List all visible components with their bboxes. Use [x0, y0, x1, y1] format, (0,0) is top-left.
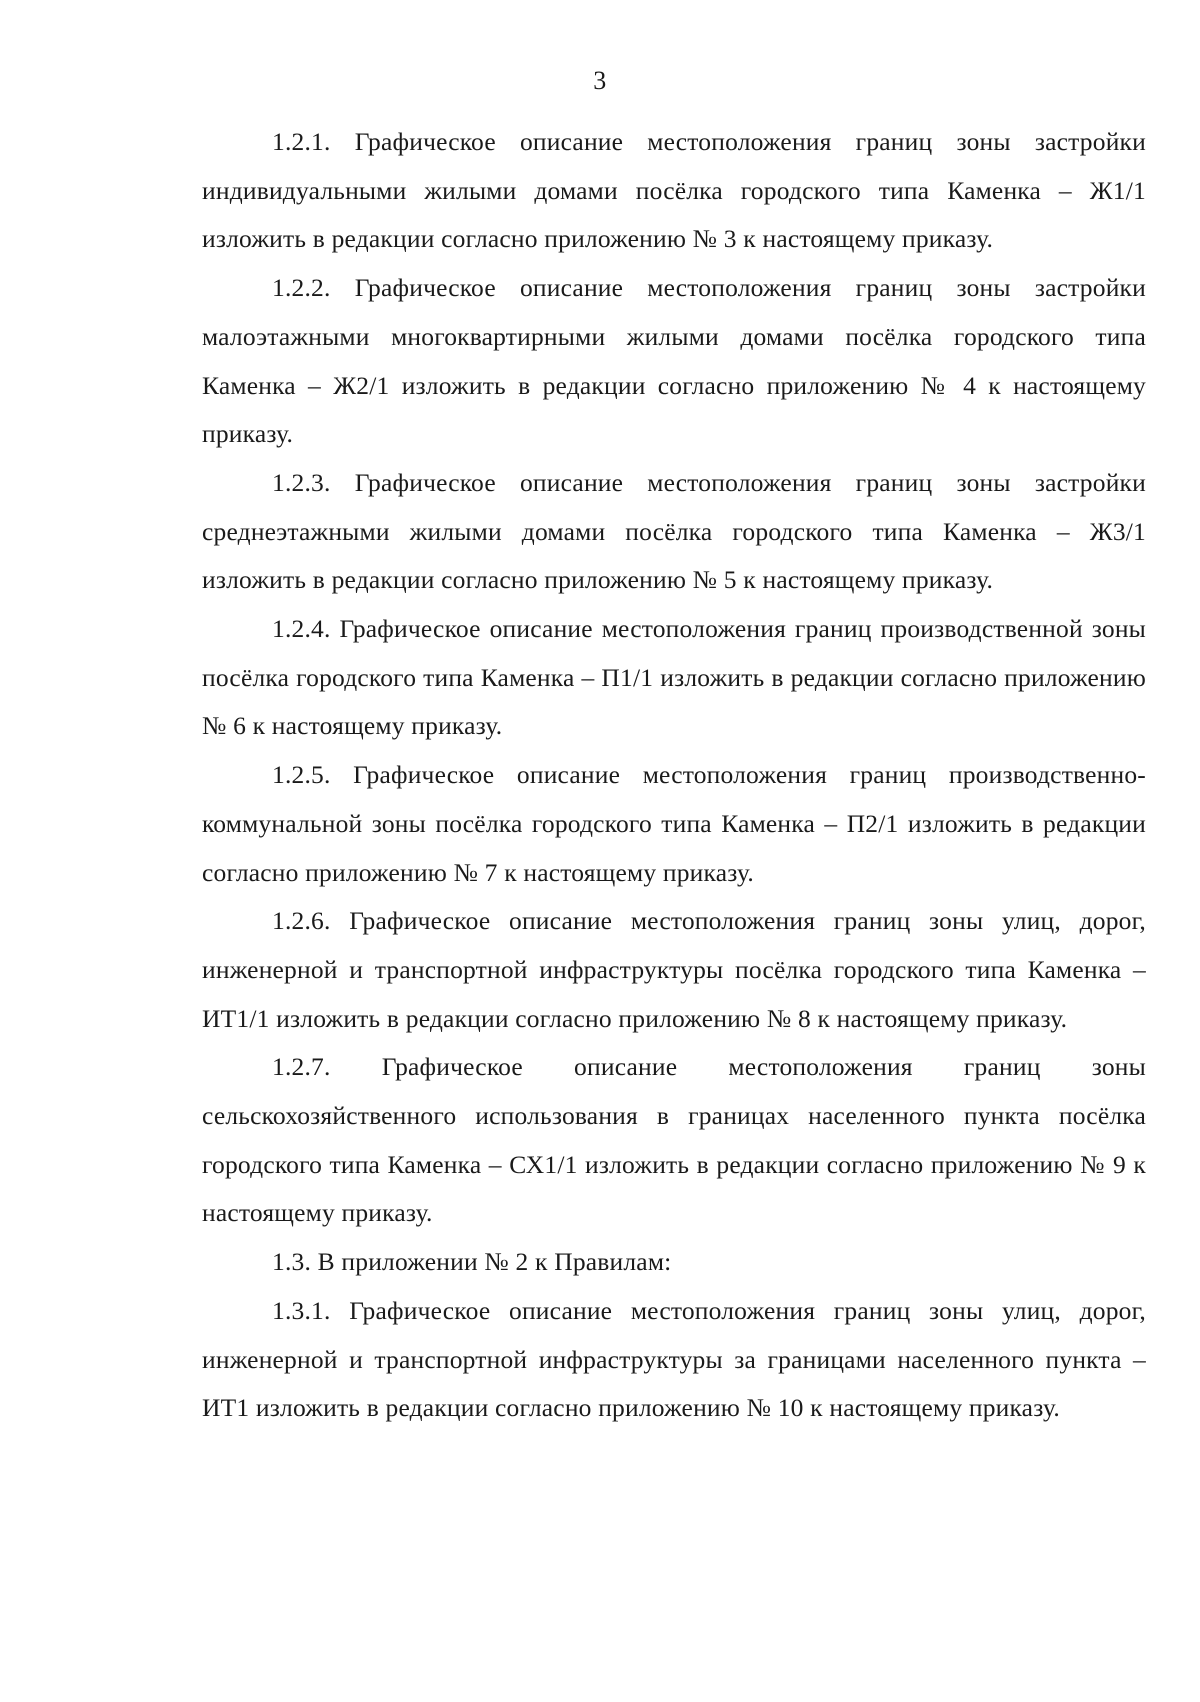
paragraph-1-3-1: 1.3.1. Графическое описание местоположения границ зоны улиц, дорог, инженерной и транспортной инфраструктуры за границами населенного пункта – ИТ1 изложить в редакции согласно приложению № 10 к настоящему приказу.	[202, 1295, 1146, 1423]
paragraph-1-3: 1.3. В приложении № 2 к Правилам:	[272, 1247, 672, 1277]
paragraph-1-2-7: 1.2.7. Графическое описание местоположения границ зоны сельскохозяйственного использования в границах населенного пункта посёлка городского типа Каменка – СХ1/1 изложить в редакции согласно приложению № 9 к настоящему приказу.	[202, 1052, 1146, 1228]
paragraph-1-2-3: 1.2.3. Графическое описание местоположения границ зоны застройки среднеэтажными жилыми домами посёлка городского типа Каменка – Ж3/1 изложить в редакции согласно приложению № 5 к настоящему приказу.	[202, 467, 1146, 595]
paragraph-1-2-1: 1.2.1. Графическое описание местоположения границ зоны застройки индивидуальными жилыми домами посёлка городского типа Каменка – Ж1/1 изложить в редакции согласно приложению № 3 к настоящему приказу.	[202, 127, 1146, 254]
paragraph-1-2-6: 1.2.6. Графическое описание местоположения границ зоны улиц, дорог, инженерной и транспортной инфраструктуры посёлка городского типа Каменка – ИТ1/1 изложить в редакции согласно приложению № 8 к настоящему приказу.	[202, 906, 1146, 1033]
paragraph-1-2-5: 1.2.5. Графическое описание местоположения границ производственно-коммунальной зоны посёлка городского типа Каменка – П2/1 изложить в редакции согласно приложению № 7 к настоящему приказу.	[202, 760, 1146, 887]
paragraph-1-2-4: 1.2.4. Графическое описание местоположения границ производственной зоны посёлка городского типа Каменка – П1/1 изложить в редакции согласно приложению № 6 к настоящему приказу.	[202, 614, 1146, 741]
document-body	[202, 118, 1146, 1433]
page-number: 3	[593, 66, 607, 95]
paragraph-1-2-2: 1.2.2. Графическое описание местоположения границ зоны застройки малоэтажными многоквартирными жилыми домами посёлка городского типа Каменка – Ж2/1 изложить в редакции согласно приложению № 4 к настоящему приказу.	[202, 273, 1146, 449]
